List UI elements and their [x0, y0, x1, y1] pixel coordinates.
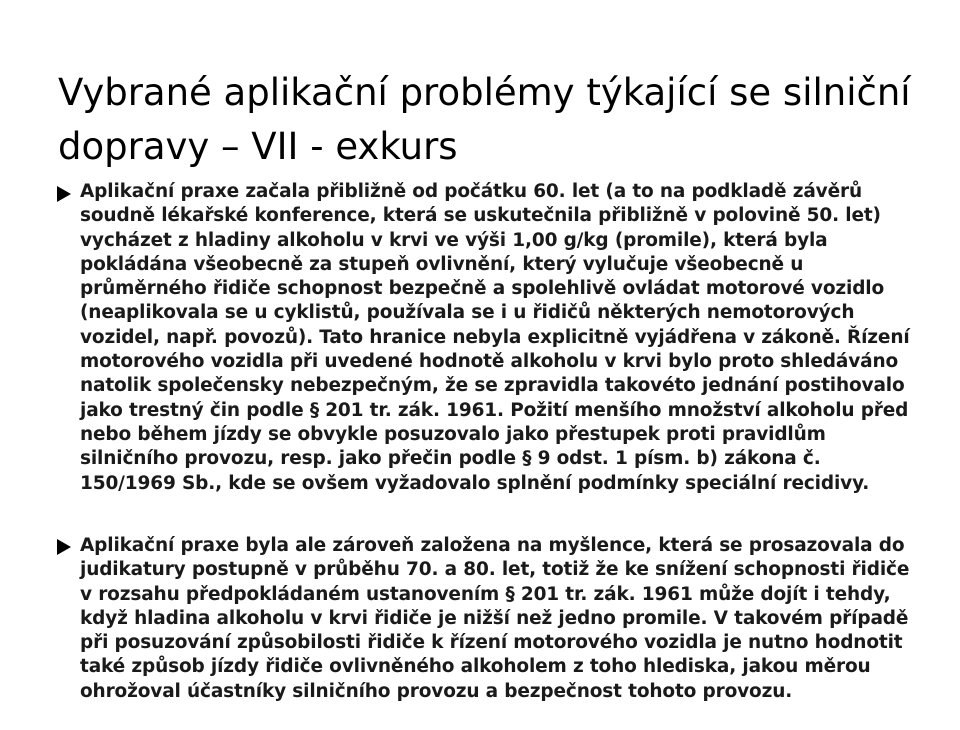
- slide-title: Vybrané aplikační problémy týkající se silniční dopravy – VII - exkurs: [58, 71, 911, 168]
- bullet-arrow-icon: [56, 538, 72, 556]
- bullet-arrow-icon: [56, 185, 72, 203]
- paragraph-alcohol-limit-practice: Aplikační praxe začala přibližně od počátku 60. let (a to na podkladě závěrů soudně lékařské konference, která se uskutečnila přibližně v polovině 50. let) vycházet z hladiny alkoholu v krvi ve výši 1,00 g/kg (promile), která byla pokládána všeobecně za stupeň ovlivnění, který vylučuje všeobecně u průměrného řidiče schopnost bezpečně a spolehlivě ovládat motorové vozidlo (neaplikovala se u cyklistů, používala se i u řidičů některých nemotorových vozidel, např. povozů). Tato hranice nebyla explicitně vyjádřena v zákoně. Řízení motorového vozidla při uvedené hodnotě alkoholu v krvi bylo proto shledáváno natolik společensky nebezpečným, že se zpravidla takovéto jednání postihovalo jako trestný čin podle § 201 tr. zák. 1961. Požití menšího množství alkoholu před nebo během jízdy se obvykle posuzovalo jako přestupek proti pravidlům silničního provozu, resp. jako přečin podle § 9 odst. 1 písm. b) zákona č. 150/1969 Sb., kde se ovšem vyžadovalo splnění podmínky speciální recidivy.: [80, 181, 910, 494]
- paragraph-judicature-below-limit: Aplikační praxe byla ale zároveň založena na myšlence, která se prosazovala do judikatury postupně v průběhu 70. a 80. let, totiž že ke snížení schopnosti řidiče v rozsahu předpokládaném ustanovením § 201 tr. zák. 1961 může dojít i tehdy, když hladina alkoholu v krvi řidiče je nižší než jedno promile. V takovém případě při posuzování způsobilosti řidiče k řízení motorového vozidla je nutno hodnotit také způsob jízdy řidiče ovlivněného alkoholem z toho hlediska, jakou měrou ohrožoval účastníky silničního provozu a bezpečnost tohoto provozu.: [80, 535, 910, 702]
